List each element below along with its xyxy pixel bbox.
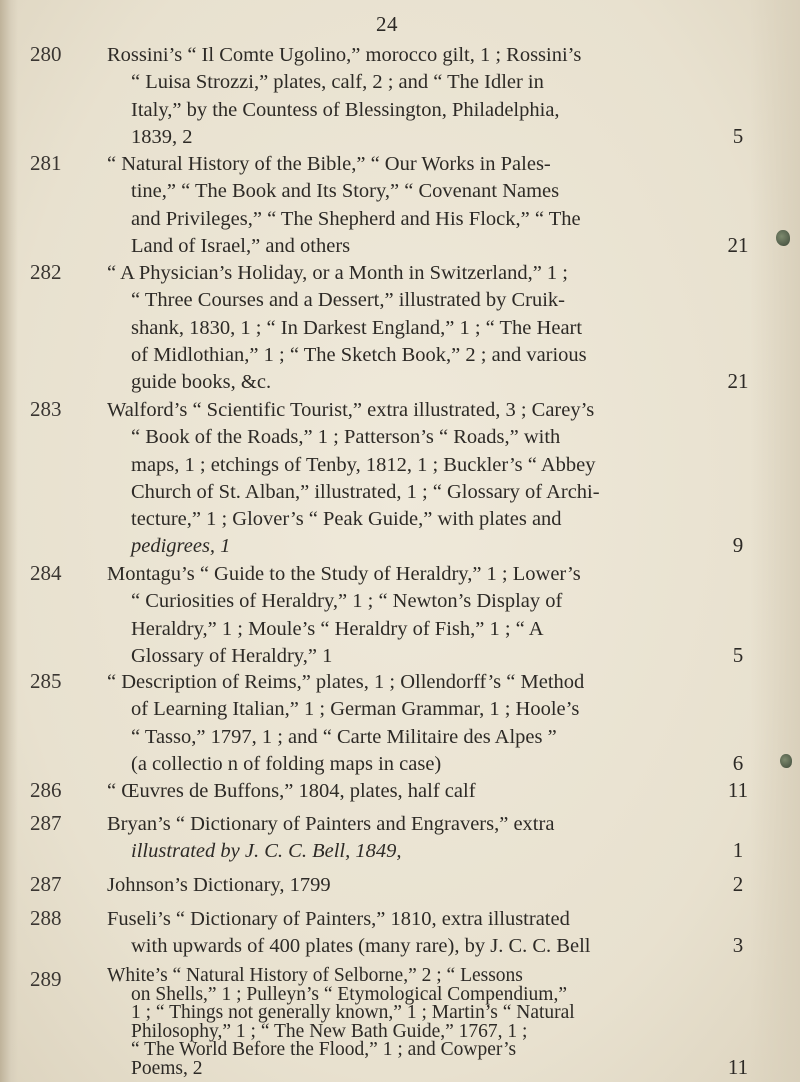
lot-line: illustrated by J. C. C. Bell, 1849, [131,840,402,863]
lot-price: 21 [727,233,749,257]
lot-description [107,151,695,260]
lot-line: Church of St. Alban,” illustrated, 1 ; “ Glossary of Archi- [131,480,600,503]
lot-number: 280 [30,42,62,66]
lot-description [107,967,695,1078]
lot-line: tine,” “ The Book and Its Story,” “ Covenant Names [131,180,560,203]
lot-line: shank, 1830, 1 ; “ In Darkest England,” 1 ; “ The Heart [131,316,583,339]
lot-line: Fuseli’s “ Dictionary of Painters,” 1810, extra illustrated [107,908,570,930]
lot-line: “ Luisa Strozzi,” plates, calf, 2 ; and “ The Idler in [131,71,544,94]
lot-line: with upwards of 400 plates (many rare), by J. C. C. Bell [131,935,591,958]
lot-description [107,397,695,561]
lot-line: “ Description of Reims,” plates, 1 ; Ollendorff’s “ Method [107,671,585,693]
lot-number: 284 [30,561,62,585]
lot-number: 287 [30,872,62,896]
lot-description [107,872,695,899]
lot-price: 1 [732,838,744,862]
lot-line: White’s “ Natural History of Selborne,” 2 ; “ Lessons [107,965,523,986]
lot-price: 11 [727,778,749,802]
lot-line: Glossary of Heraldry,” 1 [131,644,333,667]
lot-line: (a collectio n of folding maps in case) [131,752,442,775]
lot-number: 285 [30,669,62,693]
lot-description [107,669,695,778]
lot-line: “ Natural History of the Bible,” “ Our Works in Pales- [107,153,551,175]
lot-line: of Learning Italian,” 1 ; German Grammar, 1 ; Hoole’s [131,698,580,721]
lot-number: 287 [30,811,62,835]
ink-blot-mark [780,754,792,768]
lot-price: 21 [727,369,749,393]
lot-line: Philosophy,” 1 ; “ The New Bath Guide,” 1767, 1 ; [131,1020,528,1042]
lot-price: 2 [732,872,744,896]
lot-line: guide books, &c. [131,371,272,394]
lot-line: of Midlothian,” 1 ; “ The Sketch Book,” 2 ; and various [131,343,587,366]
lot-price: 5 [732,124,744,148]
lot-line: Poems, 2 [131,1057,203,1079]
lot-number: 283 [30,397,62,421]
lot-number: 282 [30,260,62,284]
lot-line: Walford’s “ Scientific Tourist,” extra illustrated, 3 ; Carey’s [107,399,595,421]
lot-number: 289 [30,967,62,991]
lot-description [107,811,695,866]
lot-price: 11 [727,1055,749,1079]
lot-line: “ A Physician’s Holiday, or a Month in Switzerland,” 1 ; [107,262,568,284]
lot-line: maps, 1 ; etchings of Tenby, 1812, 1 ; Buckler’s “ Abbey [131,453,596,476]
lot-description [107,778,695,805]
lot-description [107,906,695,961]
lot-number: 281 [30,151,62,175]
lot-description [107,260,695,396]
lot-price: 9 [732,533,744,557]
lot-number: 286 [30,778,62,802]
lot-line: tecture,” 1 ; Glover’s “ Peak Guide,” with plates and [131,508,562,531]
lot-price: 5 [732,643,744,667]
lot-line: and Privileges,” “ The Shepherd and His Flock,” “ The [131,207,581,230]
lot-line: “ Tasso,” 1797, 1 ; and “ Carte Militaire des Alpes ” [131,725,557,748]
lot-description [107,42,695,151]
lot-line: Land of Israel,” and others [131,234,351,257]
lot-description [107,561,695,670]
lot-line: Bryan’s “ Dictionary of Painters and Engravers,” extra [107,813,555,835]
lot-line: “ Œuvres de Buffons,” 1804, plates, half calf [107,780,476,802]
lot-line: Italy,” by the Countess of Blessington, Philadelphia, [131,98,560,121]
lot-line: on Shells,” 1 ; Pulleyn’s “ Etymological Compendium,” [131,983,567,1005]
lot-line: Rossini’s “ Il Comte Ugolino,” morocco gilt, 1 ; Rossini’s [107,44,582,66]
lot-number: 288 [30,906,62,930]
lot-price: 3 [732,933,744,957]
lot-line: “ Book of the Roads,” 1 ; Patterson’s “ Roads,” with [131,426,561,449]
lot-line: “ Three Courses and a Dessert,” illustrated by Cruik- [131,289,565,312]
page-left-edge [0,0,18,1082]
lot-line: pedigrees, 1 [131,535,231,558]
lot-line: 1839, 2 [131,125,193,148]
lot-line: “ Curiosities of Heraldry,” 1 ; “ Newton’s Display of [131,590,563,613]
lot-line: Heraldry,” 1 ; Moule’s “ Heraldry of Fish,” 1 ; “ A [131,617,544,640]
ink-blot-mark [776,230,790,246]
lot-line: “ The World Before the Flood,” 1 ; and Cowper’s [131,1039,517,1060]
lot-line: 1 ; “ Things not generally known,” 1 ; Martin’s “ Natural [131,1002,575,1023]
page-number: 24 [376,12,398,36]
lot-price: 6 [732,751,744,775]
lot-line: Johnson’s Dictionary, 1799 [107,874,331,896]
lot-line: Montagu’s “ Guide to the Study of Heraldry,” 1 ; Lower’s [107,563,581,585]
